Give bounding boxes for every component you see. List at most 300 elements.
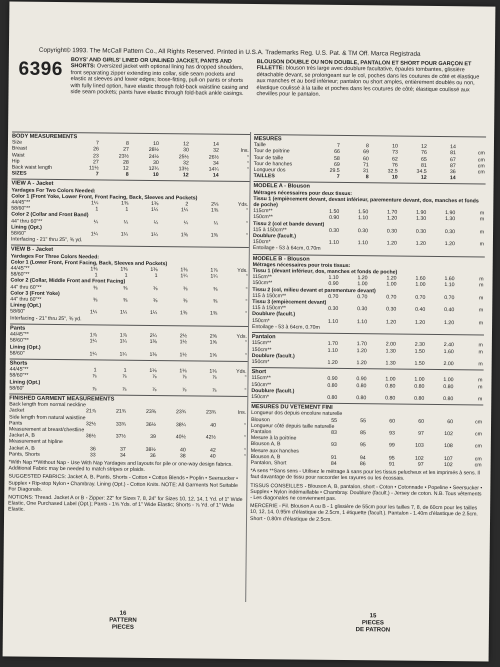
row-label: Back length from normal neckline — [9, 401, 86, 409]
row-value: 76 — [391, 162, 398, 169]
text-line: Color 2 (Collar and Front Band) — [11, 211, 89, 219]
nap-note: *With Nap **Without Nap - Use With Nap Yardages and layouts for pile or one-way design fabrics. Additional Fabric may be needed to match stripes or plaids. — [8, 459, 233, 474]
row-value: 55 — [331, 417, 338, 424]
french-column — [250, 132, 486, 526]
row-value: 40 — [179, 446, 186, 453]
row-value: 8 — [366, 143, 369, 150]
table-row — [9, 451, 247, 460]
description-en-title: BOYS' AND GIRLS' LINED OR UNLINED JACKET, PANTS AND SHORTS: — [70, 57, 232, 70]
row-value: 21¾ — [116, 408, 127, 416]
row-value: 1⅝ — [209, 352, 217, 359]
pattern-envelope-back — [3, 1, 496, 661]
pieces-label1-fr: PIECES — [361, 620, 384, 627]
text-line: Tissu 1 (devant inférieur, dos, manches et fonds de poche) — [252, 268, 398, 276]
row-value: 93 — [389, 430, 395, 437]
row-label: 44/45"** — [10, 265, 30, 272]
description-fr-title: BLOUSON DOUBLE OU NON DOUBLE, PANTALON ET SHORT POUR GARÇON ET FILLETTE: — [256, 59, 472, 72]
row-value: cm — [477, 163, 485, 170]
row-value: 1¼ — [151, 207, 159, 214]
row-value: 2.00 — [443, 360, 454, 368]
row-value: 1.10 — [358, 215, 369, 222]
row-value: 1.00 — [385, 376, 396, 383]
text-line: Tissu 2 (col et bande devant) — [253, 220, 325, 228]
row-value: 1.10 — [327, 318, 339, 325]
row-value: ¼ — [183, 219, 189, 226]
row-label: Pantalon — [250, 428, 272, 436]
row-label: Tour de taille — [253, 154, 284, 161]
row-value: ⅞ — [182, 387, 187, 394]
row-value: 83 — [331, 429, 337, 436]
row-label: 115 à 150cm** — [253, 226, 287, 234]
description-fr — [256, 59, 488, 100]
row-value: 28 — [122, 159, 129, 166]
row-label: 115cm** — [251, 375, 271, 382]
row-value: 1 — [95, 206, 99, 213]
row-value: 11½ — [88, 165, 99, 172]
row-value: 7 — [337, 143, 340, 150]
row-value: 34.5 — [416, 168, 427, 175]
row-value: 36 — [149, 452, 156, 459]
row-label: 150cm** — [253, 214, 273, 221]
row-value: Yds. — [236, 368, 247, 376]
row-label: 58/60" — [9, 385, 25, 392]
pattern-number: 6396 — [18, 58, 63, 81]
row-value: 84 — [330, 460, 337, 467]
row-value: 1.20 — [385, 319, 397, 326]
row-value: 1⅜ — [180, 267, 188, 274]
row-value: 23½ — [118, 153, 129, 160]
row-value: 14 — [213, 141, 219, 148]
row-value: 1¼ — [150, 232, 159, 239]
row-value: m — [479, 276, 484, 283]
row-value: cm — [474, 456, 482, 463]
row-value: 1¼ — [91, 200, 99, 207]
row-value: m — [478, 377, 483, 384]
row-value: 93 — [331, 442, 337, 449]
row-value: " — [244, 375, 247, 382]
spacer — [220, 173, 250, 180]
row-value: 1¼ — [89, 338, 97, 345]
row-value: 1.10 — [327, 347, 338, 354]
row-value: 91 — [388, 461, 395, 468]
row-value: 76 — [421, 150, 427, 157]
row-value: 1.10 — [356, 318, 368, 325]
row-value: 1.20 — [356, 347, 367, 354]
text-line: Color 1 (Lower Front, Front Facing, Back, Sleeves and Pockets) — [10, 259, 168, 267]
row-value: " — [246, 160, 249, 167]
row-label: 44" thru 60"** — [10, 296, 42, 303]
sizes-label: TAILLES — [253, 173, 275, 180]
text-line: Tissu 2 (col, milieu devant et parementure devant) — [252, 286, 376, 294]
row-value: cm — [474, 431, 482, 438]
row-value: 1½ — [179, 351, 187, 359]
row-value: 60 — [363, 155, 369, 162]
text-line: Entoilage - 53 à 64cm, 0.70m — [252, 323, 320, 331]
row-value: 1 — [93, 367, 97, 374]
english-column — [8, 130, 250, 518]
row-value: 26 — [93, 146, 99, 153]
size-value: 7 — [336, 174, 340, 181]
row-value: 31 — [362, 168, 369, 175]
row-value: 1.50 — [329, 209, 340, 216]
row-value: " — [246, 154, 249, 161]
text-line: Interfacing - 21" thru 25", ⅜ yd. — [10, 236, 83, 244]
section-title: MESURES — [254, 134, 486, 145]
row-value: 1.00 — [415, 282, 426, 289]
row-value: 1.30 — [445, 216, 456, 223]
text-line: Métrages nécessaires pour deux tissus: — [253, 189, 353, 197]
row-value: 12 — [421, 143, 427, 151]
text-line: Tissu 1 (empiècement devant, devant inférieur, parementure devant, dos, manches et fonds de poche) — [253, 195, 479, 209]
description-en-body: Oversized jacket with optional lining has dropped shoulders, front separating zipper extending into collar, side seam pockets and elastic at sleeves and lower edges; loose-fitting, pull-on pants or shorts with fully lined option, have elastic through fold-back waistline casing and side seam pockets; pants have elastic through fold-back ankle casings. — [70, 63, 249, 97]
row-value: 0.80 — [443, 395, 454, 403]
row-value: Yds. — [237, 267, 248, 275]
row-label: Hip — [11, 158, 20, 165]
text-line: Yardages For Three Colors Needed: — [10, 253, 100, 261]
row-value: 1⅜ — [150, 267, 158, 274]
notions: NOTIONS: Thread. Jacket A or B - Zipper: 22" for Sizes 7, 8, 24" for Sizes 10, 12, 14, 1 Yd. of 1" Wide Elastic, One Purchased Label (Opt.); Pants - 1⅝ Yds. of 1" Wide Elastic; Shorts - ⅞ Yd. of 1" Wide Elastic. — [8, 494, 243, 514]
row-label: Tour de poitrine — [253, 148, 290, 155]
row-value: " — [246, 166, 249, 174]
row-label: 115 à 150cm** — [252, 292, 287, 300]
text-line: Entoilage - 53 à 64cm, 0.70m — [252, 245, 321, 253]
row-label: 44/45"** — [9, 366, 29, 373]
row-label: Waist — [11, 152, 25, 159]
row-value: 0.40 — [415, 307, 426, 314]
row-value: 1.60 — [415, 276, 426, 283]
row-value: 40½ — [175, 434, 186, 441]
row-value: 39 — [150, 434, 156, 441]
pieces-label1-en: PATTERN — [109, 617, 137, 624]
row-value: ¼ — [153, 219, 159, 226]
row-label: Breast — [11, 145, 27, 153]
section-title: MESURES DU VETEMENT FINI — [251, 402, 483, 413]
row-value: 0.90 — [328, 281, 339, 288]
row-label: Pants, Shorts — [8, 451, 40, 458]
row-value: ¼ — [93, 219, 99, 226]
row-value: 1 — [94, 272, 98, 279]
row-value: 1¼ — [119, 351, 127, 358]
size-value: 12 — [420, 175, 427, 182]
row-label: Side length from natural waistline — [9, 414, 86, 421]
row-label: Jacket A, B — [8, 445, 35, 452]
row-value: m — [478, 361, 483, 368]
row-value: 21⅞ — [86, 408, 97, 415]
row-value: 1.70 — [387, 209, 398, 216]
row-value: 1.20 — [387, 215, 398, 222]
row-value: " — [245, 286, 248, 293]
row-value: cm — [477, 169, 485, 176]
row-value: 86 — [359, 461, 366, 468]
row-value: 25½ — [178, 153, 189, 160]
row-value: m — [478, 342, 483, 349]
row-value: 97 — [417, 461, 424, 468]
row-label: 44" thru 60"** — [11, 218, 43, 225]
row-value: " — [243, 453, 246, 460]
text-line: Lining (Opt.) — [10, 302, 42, 310]
row-value: cm — [477, 156, 485, 164]
row-value: 0.80 — [443, 383, 454, 390]
row-value: 62 — [392, 156, 398, 163]
row-value: m — [479, 282, 484, 289]
row-value: 0.70 — [328, 293, 339, 300]
row-value: 81 — [450, 150, 456, 157]
row-label: 150cm* — [252, 239, 271, 246]
description-fr-body: blouson très large avec doublure facultative, épaules tombantes, glissière détachable devant, se prolongeant sur le col, poches dans les coutures de côté et élastique aux manches et au bord inférieur; pantalon ou short amples, entièrement doublés ou non, élastique coulissé à la taille et poches dans les coutures de côté; élastique coulissé aux chevilles pour le pantalon. — [256, 65, 480, 98]
table-row — [10, 350, 248, 359]
row-value: 1 — [123, 367, 127, 374]
row-value: 30 — [152, 159, 159, 166]
row-value: 37½ — [115, 433, 126, 440]
row-value: 67 — [449, 156, 456, 163]
row-value: 1¼ — [210, 273, 218, 280]
row-value: 0.80 — [356, 382, 367, 389]
row-value: 1.10 — [328, 275, 339, 282]
row-value: ¼ — [213, 220, 219, 227]
pieces-count-en: 16 — [119, 610, 127, 617]
text-line: Tissu 3 (empiècement devant) — [252, 299, 327, 306]
row-value: 1.20 — [356, 360, 367, 367]
section-title: VIEW A - Jacket — [11, 179, 249, 190]
row-value: 2.00 — [385, 341, 396, 348]
row-value: " — [244, 387, 247, 394]
row-value: ⅜ — [183, 285, 188, 293]
row-value: 94 — [359, 454, 366, 461]
row-label: Pants — [8, 420, 23, 427]
row-value: Ins. — [237, 410, 247, 417]
row-value: 40 — [209, 453, 216, 460]
row-value: 13½ — [178, 166, 189, 173]
row-value: 36 — [89, 445, 96, 452]
row-value: " — [244, 435, 246, 442]
row-value: " — [246, 220, 249, 227]
row-label: 58/60" — [10, 308, 26, 316]
row-value: " — [245, 311, 248, 318]
row-value: 7 — [96, 140, 99, 147]
row-value: 1⅜ — [121, 200, 129, 207]
row-value: 2.40 — [443, 342, 454, 349]
row-value: 2½ — [179, 333, 187, 340]
row-value: 102 — [443, 462, 453, 469]
row-value: 0.80 — [385, 395, 396, 402]
row-value: m — [477, 396, 483, 403]
row-value: 1.50 — [414, 348, 425, 355]
text-line: Yardages For Two Colors Needed: — [11, 187, 96, 195]
row-value: ⅜ — [182, 298, 188, 305]
text-line: Color 2 (Collar, Middle Front and Front Facing) — [10, 277, 126, 286]
row-value: ⅞ — [92, 373, 97, 380]
row-value: 30 — [183, 147, 189, 154]
row-value: 1.00 — [443, 377, 454, 384]
row-value: 1.00 — [414, 377, 425, 384]
row-label: 115cm** — [252, 274, 272, 281]
sizes-label: SIZES — [11, 170, 27, 177]
row-value: ⅞ — [122, 373, 127, 381]
row-value: 1⅛ — [209, 368, 217, 375]
row-label: 58/60"** — [9, 372, 29, 380]
row-value: 1¼ — [90, 231, 99, 238]
row-value: 55 — [360, 417, 367, 424]
row-value: 26½ — [208, 154, 219, 161]
row-value: 36 — [449, 169, 456, 176]
row-value: 14¼ — [208, 166, 219, 173]
row-value: " — [244, 422, 247, 429]
row-value: m — [479, 295, 484, 302]
row-value: 1.20 — [414, 319, 426, 326]
row-value: 0.90 — [327, 376, 338, 383]
suggested-fabrics: SUGGESTED FABRICS: Jacket A, B, Pants, Shorts - Cotton • Cotton Blends • Poplin • Seersucker • Supplex • Rip-stop Nylon • Chambray. Lining (Opt.) - Cotton Knits. NOTE: All Garments Not Suitable For Diagonals. — [8, 473, 239, 493]
text-line: Lining (Opt.) — [9, 343, 41, 351]
row-value: 28½ — [148, 147, 159, 154]
row-value: Yds. — [236, 333, 247, 341]
copyright-line: Copyright© 1993. The McCall Pattern Co., All Rights Reserved. Printed in U.S.A. Trademarks Reg. U.S. Pat. & TM Off. Marca Registrada — [38, 46, 421, 58]
row-value: 1¼ — [119, 310, 128, 317]
row-value: 69 — [333, 161, 340, 168]
row-value: 29.5 — [329, 167, 340, 174]
row-label: 44/45"** — [9, 331, 29, 338]
row-label: Mesure aux hanches — [250, 447, 299, 455]
row-value: 60 — [418, 418, 425, 425]
row-value: ⅜ — [212, 298, 218, 305]
row-value: 0.30 — [328, 306, 339, 313]
section-title: Pantalon — [252, 332, 484, 343]
row-value: " — [243, 447, 246, 454]
row-label: Pantalon, Short — [250, 459, 287, 467]
row-value: 85 — [360, 430, 366, 437]
size-value: 14 — [449, 175, 456, 182]
row-value: 0.70 — [415, 294, 426, 301]
row-value: 38¼ — [175, 421, 187, 429]
row-value: 1.60 — [443, 348, 454, 355]
text-line: Métrages nécessaires pour trois tissus: — [252, 261, 351, 269]
table-row — [251, 460, 483, 469]
table-row — [9, 385, 247, 394]
row-value: 91 — [330, 454, 337, 461]
size-value: 10 — [152, 172, 159, 179]
row-value: 102 — [444, 430, 453, 438]
row-label: Longueur côté depuis taille naturelle — [250, 422, 335, 430]
size-value: 8 — [125, 171, 129, 178]
row-value: 36½ — [85, 433, 96, 440]
row-value: m — [478, 348, 483, 355]
row-value: 32 — [213, 148, 219, 155]
row-value: 2⅛ — [211, 201, 219, 208]
row-value: 1¼ — [89, 351, 97, 358]
row-value: 10 — [153, 141, 159, 148]
text-line: Color 3 (Front Yoke) — [10, 290, 60, 297]
row-value: 1⅜ — [209, 311, 218, 318]
pattern-pieces-fr — [333, 613, 413, 635]
text-line: Doublure (facult.) — [251, 387, 295, 395]
row-value: ¼ — [123, 219, 129, 226]
row-value: " — [245, 340, 247, 347]
text-line: Lining (Opt.) — [9, 379, 41, 386]
row-value: cm — [477, 150, 485, 157]
row-value: 1.20 — [357, 275, 368, 282]
text-line: Doublure (facult.) — [251, 352, 295, 360]
row-value: 0.90 — [329, 215, 340, 222]
row-value: 1.10 — [357, 240, 368, 247]
row-label: Size — [11, 139, 23, 146]
row-value: 58 — [334, 155, 340, 162]
row-value: 0.80 — [327, 394, 338, 401]
row-label: Longueur dos depuis encolure naturelle — [251, 410, 343, 418]
row-label: Back waist length — [11, 164, 53, 171]
row-value: " — [244, 352, 247, 359]
row-value: m — [478, 320, 484, 327]
row-label: 115cm** — [251, 340, 272, 347]
row-value: 107 — [443, 455, 453, 462]
row-value: ⅜ — [153, 285, 158, 292]
row-value: 1.50 — [414, 360, 425, 367]
row-value: 95 — [388, 455, 395, 462]
row-value: 1¼ — [119, 338, 127, 346]
row-value: 32 — [182, 160, 189, 167]
pieces-label2-en: PIECES — [111, 624, 134, 631]
row-value: 23 — [93, 152, 99, 160]
text-line: Interfacing - 21" thru 25", ⅜ yd. — [10, 315, 82, 322]
row-label: Longueur dos — [253, 167, 286, 174]
row-value: 1⅝ — [209, 339, 217, 346]
row-value: 32.5 — [387, 168, 398, 175]
row-value: 102 — [414, 455, 424, 462]
row-label: Blouson A, B — [250, 441, 281, 448]
row-value: 2 — [185, 201, 189, 208]
row-value: 12 — [183, 141, 189, 148]
row-value: " — [246, 208, 249, 215]
row-value: ⅞ — [212, 387, 217, 394]
row-value: cm — [475, 418, 483, 425]
row-value: 1.20 — [444, 241, 455, 248]
row-value: m — [479, 229, 485, 236]
table-row — [251, 394, 483, 403]
row-value: 1¼ — [181, 207, 189, 214]
row-value: ⅜ — [123, 285, 128, 292]
row-label: 150cm* — [251, 393, 269, 401]
row-value: 42 — [209, 447, 216, 454]
row-value: 27 — [92, 159, 99, 166]
row-label: 58/60"** — [9, 337, 29, 344]
row-value: 95 — [359, 442, 366, 449]
row-value: 1.30 — [385, 360, 396, 367]
size-value: 10 — [391, 174, 398, 181]
sizes-row — [254, 173, 486, 182]
section-title: MODELE B - Blouson — [253, 254, 485, 265]
row-value: 1¼ — [180, 273, 188, 280]
row-label: 58/60" — [9, 350, 25, 357]
row-label: 44/45"** — [11, 199, 31, 206]
row-label: Blouson A, B — [250, 453, 281, 461]
row-value: 12¾ — [148, 165, 159, 173]
row-value: 27 — [123, 147, 129, 154]
row-value: 0.70 — [386, 294, 397, 301]
row-value: 1 — [124, 272, 128, 279]
row-value: 38½ — [145, 446, 156, 453]
row-value: 1.10 — [328, 240, 339, 247]
pieces-count-fr: 15 — [369, 613, 377, 620]
row-value: 108 — [444, 443, 453, 450]
pieces-label2-fr: DE PATRON — [355, 627, 391, 634]
row-value: 1⅜ — [210, 232, 219, 239]
row-value: 1⅞ — [89, 332, 97, 339]
size-value: 8 — [365, 174, 369, 181]
row-value: 66 — [334, 149, 340, 156]
row-value: 1.70 — [356, 341, 367, 348]
row-value: 1¼ — [89, 309, 98, 316]
row-value: 36½ — [145, 421, 157, 428]
row-value: 1½ — [179, 339, 187, 346]
row-value: 0.90 — [356, 376, 367, 383]
